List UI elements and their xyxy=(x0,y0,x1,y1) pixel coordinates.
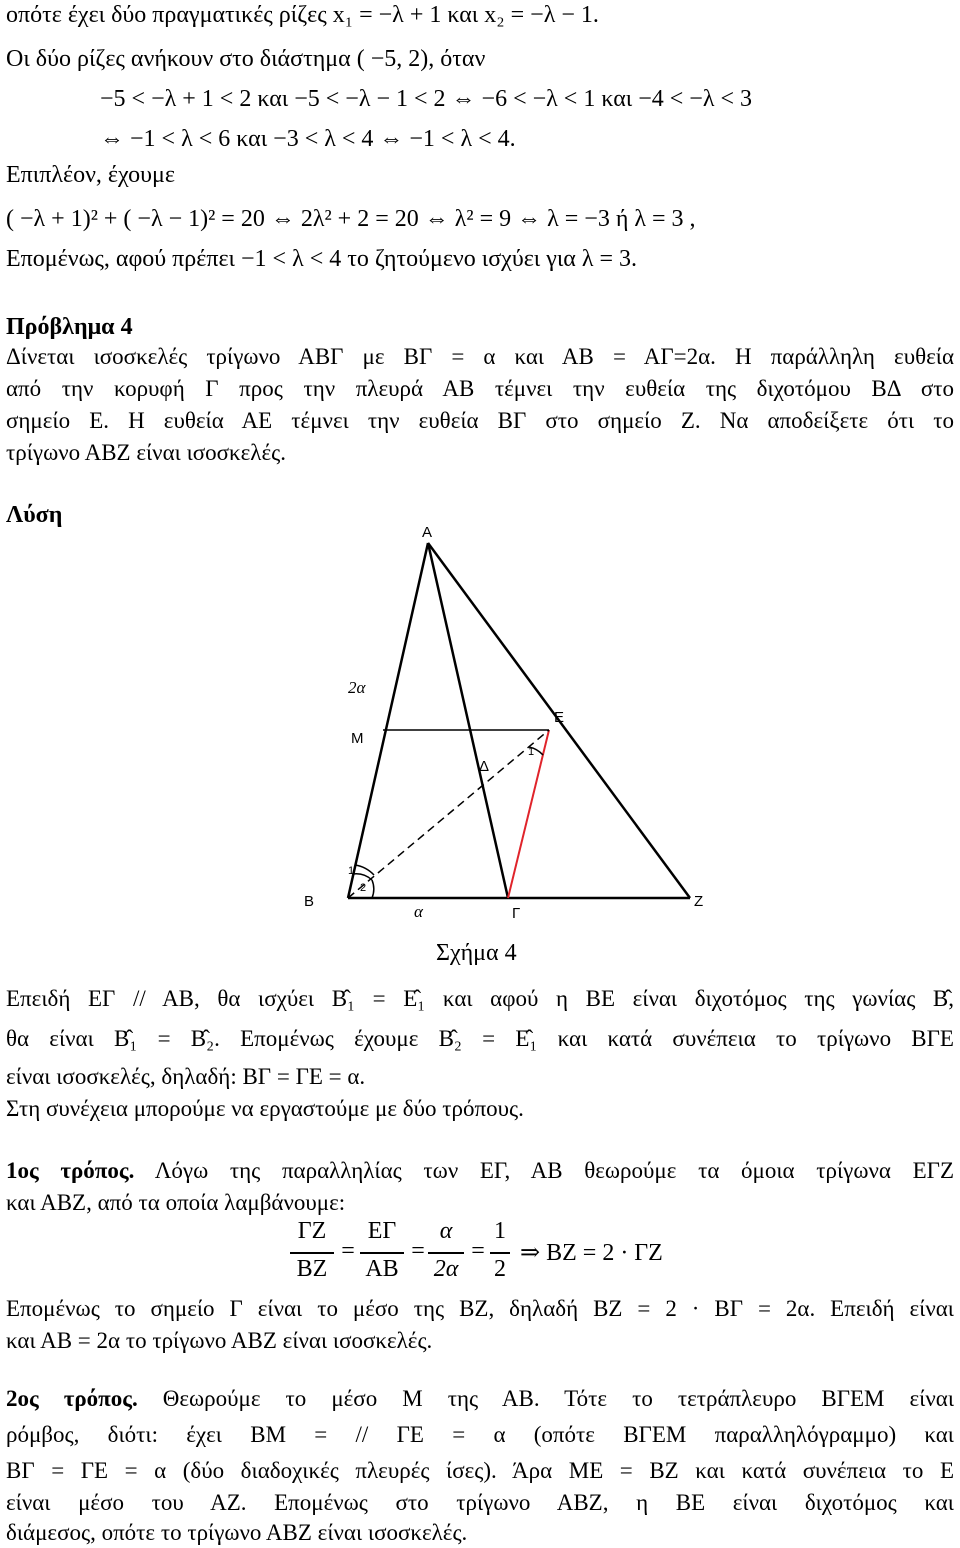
label-A: A xyxy=(422,525,433,541)
text-line: Επιπλέον, έχουμε xyxy=(6,162,175,188)
solution-title: Λύση xyxy=(6,502,63,528)
label-angle-B1: 1 xyxy=(348,865,355,877)
way1-line: και ΑΒΖ, από τα οποία λαμβάνουμε: xyxy=(6,1190,346,1215)
text-line: ⇔ −1 < λ < 6 και −3 < λ < 4 ⇔ −1 < λ < 4. xyxy=(100,126,516,152)
angle-arc-B2 xyxy=(372,880,374,898)
way1-line: και ΑΒ = 2α το τρίγωνο ΑΒΖ είναι ισοσκελές. xyxy=(6,1328,433,1353)
fraction-num: α xyxy=(439,1218,453,1244)
problem-line: σημείο Ε. Η ευθεία ΑΕ τέμνει την ευθεία ΒΓ στο σημείο Ζ. Να αποδείξετε ότι το xyxy=(6,408,954,433)
fraction-result: ⇒ ΒΖ = 2 · ΓΖ xyxy=(520,1240,663,1266)
problem-title: Πρόβλημα 4 xyxy=(6,314,133,340)
fraction-num: ΕΓ xyxy=(367,1218,397,1244)
problem-line: τρίγωνο ΑΒΖ είναι ισοσκελές. xyxy=(6,440,286,465)
figure-caption: Σχήμα 4 xyxy=(436,940,517,966)
label-angle-B2: 2 xyxy=(360,882,367,894)
text-line: −5 < −λ + 1 < 2 και −5 < −λ − 1 < 2 ⇔ −6 < −λ < 1 και −4 < −λ < 3 xyxy=(100,86,753,112)
label-Z: Z xyxy=(694,893,704,910)
angle-arc-B1 xyxy=(353,874,372,880)
way2-line: ΒΓ = ΓΕ = α (δύο διαδοχικές πλευρές ίσες). Άρα ΜΕ = ΒΖ και κατά συνέπεια το Ε xyxy=(6,1458,954,1483)
text-line: Επομένως, αφού πρέπει −1 < λ < 4 το ζητούμενο ισχύει για λ = 3. xyxy=(6,246,638,272)
solution-line: Στη συνέχεια μπορούμε να εργαστούμε με δύο τρόπους. xyxy=(6,1096,524,1121)
way2-label: 2ος τρόπος. xyxy=(6,1386,138,1411)
bisector-BE xyxy=(348,730,549,898)
fraction-den: 2 xyxy=(494,1256,506,1282)
label-M: M xyxy=(351,730,364,747)
way1-line: Επομένως το σημείο Γ είναι το μέσο της ΒΖ, δηλαδή ΒΖ = 2 · ΒΓ = 2α. Επειδή είναι xyxy=(6,1296,954,1321)
way1-label: 1ος τρόπος. xyxy=(6,1158,135,1183)
label-E: E xyxy=(554,709,565,726)
geometry-figure xyxy=(260,525,720,925)
fraction-bar xyxy=(360,1252,404,1254)
label-side-2a: 2α xyxy=(348,678,366,697)
text-line: οπότε έχει δύο πραγματικές ρίζες x₁ = −λ + 1 και x₂ = −λ − 1. xyxy=(6,2,599,28)
fraction-bar xyxy=(290,1252,334,1254)
solution-line: είναι ισοσκελές, δηλαδή: ΒΓ = ΓΕ = α. xyxy=(6,1064,366,1089)
label-angle-E1: 1 xyxy=(528,746,535,758)
text-line: Οι δύο ρίζες ανήκουν στο διάστημα ( −5, 2), όταν xyxy=(6,46,486,72)
label-G: Γ xyxy=(512,905,521,922)
fraction-den: ΑΒ xyxy=(365,1256,399,1282)
side-AB xyxy=(348,543,428,898)
solution-line: θα είναι Β̂₁ = Β̂₂. Επομένως έχουμε Β̂₂ = Ε̂₁ και κατά συνέπεια το τρίγωνο ΒΓΕ xyxy=(6,1026,954,1051)
fraction-num: 1 xyxy=(494,1218,506,1244)
fraction-num: ΓΖ xyxy=(297,1218,327,1244)
way1-line: 1ος τρόπος. Λόγω της παραλληλίας των ΕΓ, ΑΒ θεωρούμε τα όμοια τρίγωνα ΕΓΖ xyxy=(6,1158,955,1183)
way2-line: είναι μέσο του ΑΖ. Επομένως στο τρίγωνο ΑΒΖ, η ΒΕ είναι διχοτόμος και xyxy=(6,1490,954,1515)
solution-line: Επειδή ΕΓ // ΑΒ, θα ισχύει Β̂₁ = Ε̂₁ και αφού η ΒΕ είναι διχοτόμος της γωνίας Β̂, xyxy=(6,986,954,1011)
problem-line: από την κορυφή Γ προς την πλευρά ΑΒ τέμνει την ευθεία της διχοτόμου ΒΔ στο xyxy=(6,376,954,401)
way2-line: 2ος τρόπος. Θεωρούμε το μέσο Μ της ΑΒ. Τότε το τετράπλευρο ΒΓΕΜ είναι xyxy=(6,1386,955,1411)
fraction-den: 2α xyxy=(433,1256,459,1282)
equals-sign: = xyxy=(471,1238,485,1264)
way2-line: ρόμβος, διότι: έχει ΒΜ = // ΓΕ = α (οπότε ΒΓΕΜ παραλληλόγραμμο) και xyxy=(6,1422,954,1447)
problem-line: Δίνεται ισοσκελές τρίγωνο ΑΒΓ με ΒΓ = α και ΑΒ = ΑΓ=2α. Η παράλληλη ευθεία xyxy=(6,344,954,369)
fraction-bar xyxy=(428,1252,464,1254)
text-line: ( −λ + 1)² + ( −λ − 1)² = 20 ⇔ 2λ² + 2 = 20 ⇔ λ² = 9 ⇔ λ = −3 ή λ = 3 , xyxy=(6,206,696,232)
label-B: B xyxy=(304,893,315,910)
equals-sign: = xyxy=(411,1238,425,1264)
fraction-den: ΒΖ xyxy=(296,1256,328,1282)
equals-sign: = xyxy=(341,1238,355,1264)
label-base-a: α xyxy=(414,902,423,921)
label-D: Δ xyxy=(479,758,490,775)
fraction-bar xyxy=(490,1252,510,1254)
way2-line: διάμεσος, οπότε το τρίγωνο ΑΒΖ είναι ισοσκελές. xyxy=(6,1520,468,1545)
